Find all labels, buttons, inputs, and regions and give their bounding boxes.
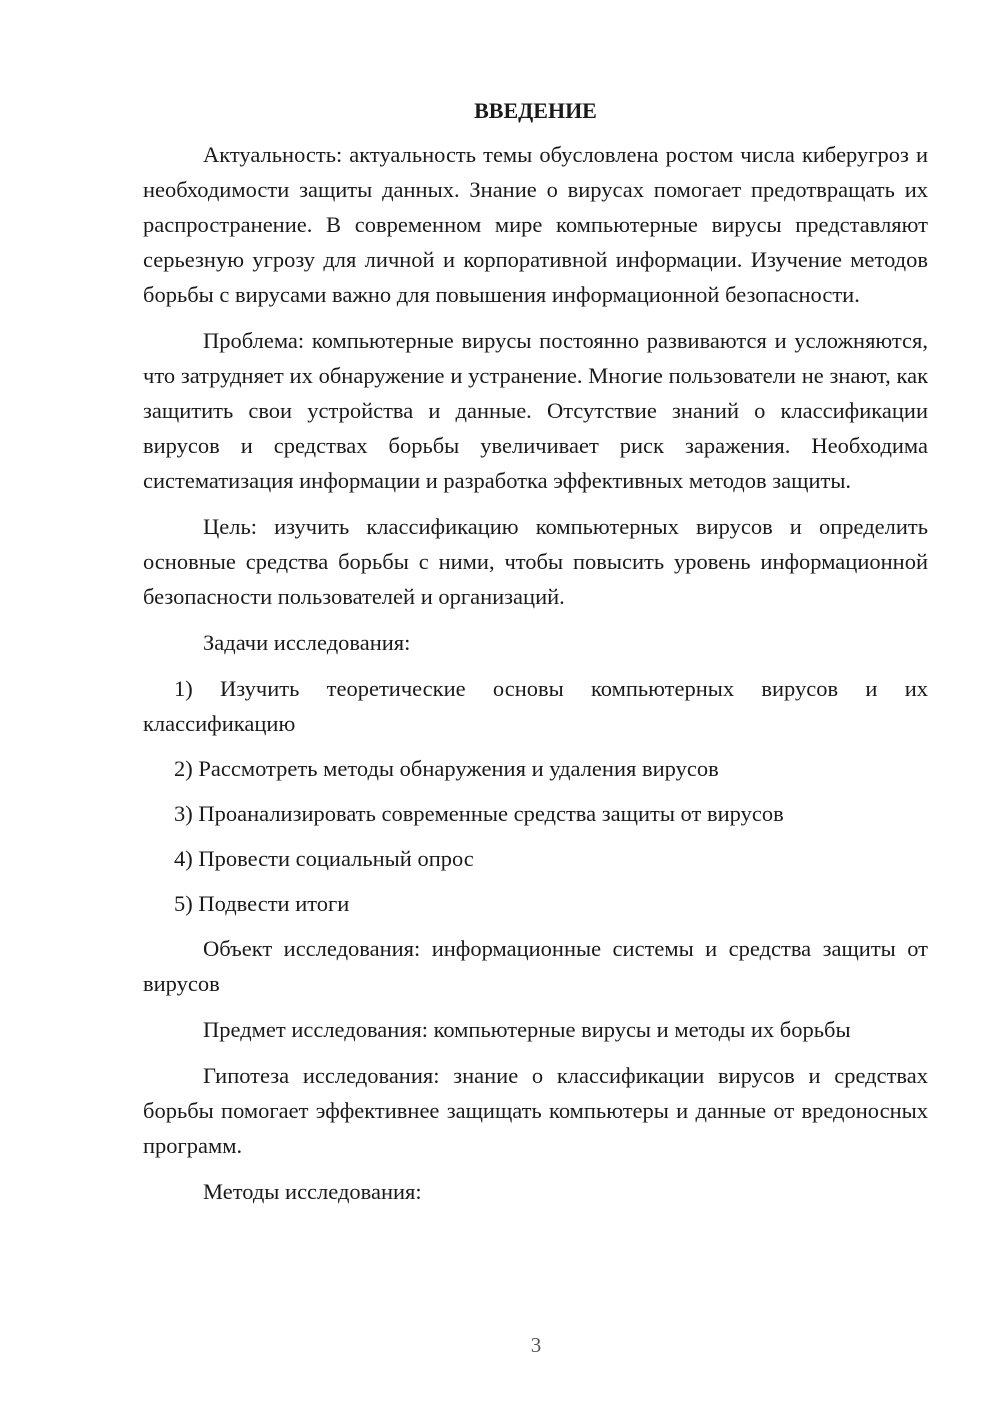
object-paragraph: Объект исследования: информационные системы и средства защиты от вирусов bbox=[143, 936, 928, 996]
hypothesis-paragraph: Гипотеза исследования: знание о классификации вирусов и средствах борьбы помогает эффективнее защищать компьютеры и данные от вредоносных программ. bbox=[143, 1063, 928, 1158]
list-item: 5) Подвести итоги bbox=[174, 891, 350, 916]
relevance-paragraph: Актуальность: актуальность темы обусловлена ростом числа киберугроз и необходимости защиты данных. Знание о вирусах помогает предотвращать их распространение. В современном мире компьютерные вирусы представляют серьезную угрозу для личной и корпоративной информации. Изучение методов борьбы с вирусами важно для повышения информационной безопасности. bbox=[143, 142, 928, 307]
page-title: ВВЕДЕНИЕ bbox=[474, 98, 597, 123]
list-item: 1) Изучить теоретические основы компьютерных вирусов и их классификацию bbox=[143, 676, 928, 736]
subject-paragraph: Предмет исследования: компьютерные вирусы и методы их борьбы bbox=[203, 1017, 851, 1042]
tasks-heading: Задачи исследования: bbox=[203, 630, 411, 655]
list-item: 3) Проанализировать современные средства защиты от вирусов bbox=[174, 801, 784, 826]
methods-heading: Методы исследования: bbox=[203, 1179, 422, 1204]
page-content bbox=[143, 96, 928, 1220]
goal-paragraph: Цель: изучить классификацию компьютерных вирусов и определить основные средства борьбы с ними, чтобы повысить уровень информационной безопасности пользователей и организаций. bbox=[143, 514, 928, 609]
tasks-list bbox=[143, 671, 928, 921]
problem-paragraph: Проблема: компьютерные вирусы постоянно развиваются и усложняются, что затрудняет их обнаружение и устранение. Многие пользователи не знают, как защитить свои устройства и данные. Отсутствие знаний о классификации вирусов и средствах борьбы увеличивает риск заражения. Необходима систематизация информации и разработка эффективных методов защиты. bbox=[143, 328, 928, 493]
list-item: 2) Рассмотреть методы обнаружения и удаления вирусов bbox=[174, 756, 719, 781]
page-number: 3 bbox=[530, 1333, 542, 1357]
list-item: 4) Провести социальный опрос bbox=[174, 846, 474, 871]
